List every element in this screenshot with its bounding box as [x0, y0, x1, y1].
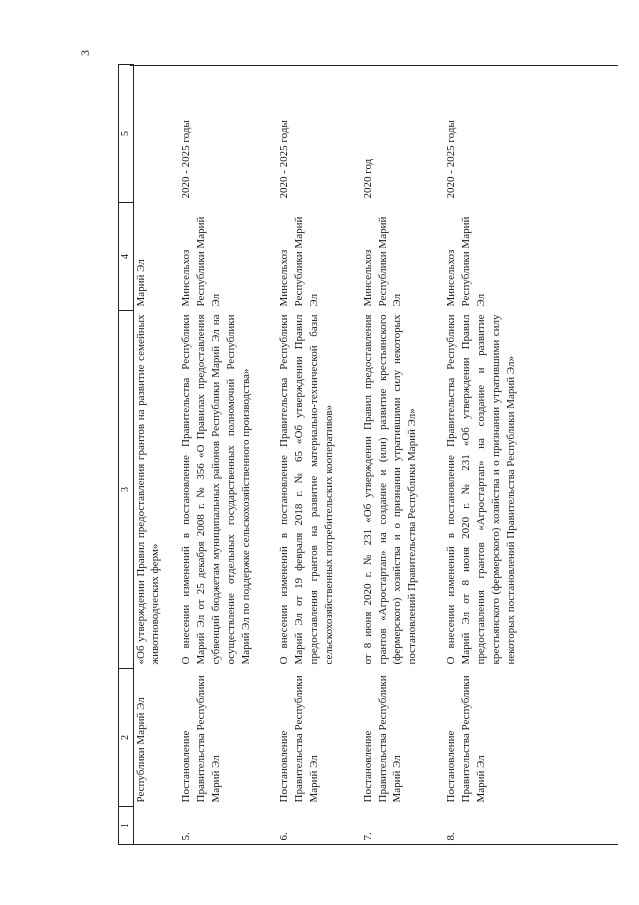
responsible-executor: Минсельхоз Республики Марий Эл — [180, 216, 222, 307]
column-header-1: 1 — [119, 807, 134, 845]
row-number — [133, 807, 169, 845]
implementation-period: 2020 - 2025 годы — [445, 120, 458, 199]
implementation-period: 2020 - 2025 годы — [278, 120, 291, 199]
table-row — [169, 65, 267, 845]
header-row — [119, 65, 134, 845]
table-row — [351, 65, 434, 845]
document-type: Постановление Правительства Республики Марий Эл — [361, 675, 404, 803]
page-number: 3 — [78, 50, 92, 56]
implementation-period: 2020 год — [361, 158, 374, 199]
column-header-3: 3 — [119, 311, 134, 669]
table-left-border — [130, 844, 618, 845]
document-type: Постановление Правительства Республики Марий Эл — [180, 675, 222, 803]
row-number: 5. — [180, 832, 193, 841]
row-number: 8. — [445, 832, 458, 841]
document-type: Постановление Правительства Республики Марий Эл — [445, 675, 487, 803]
measure-description: О внесении изменений в постановление Правительства Республики Марий Эл от 19 февраля 2018 г. № 65 «Об утверждении Правил предоставления грантов на развитие материально-технической базы сельскохозяйственных потребительских кооперативов» — [278, 314, 335, 665]
measures-table — [118, 64, 532, 845]
column-header-4: 4 — [119, 203, 134, 311]
responsible-executor: Марий Эл — [134, 259, 147, 307]
column-header-2: 2 — [119, 669, 134, 807]
measure-description: от 8 июня 2020 г. № 231 «Об утверждении Правил предоставления грантов «Агростартап» на создание и (или) развитие крестьянского (фермерского) хозяйства и о признании утратившими силу некоторых постановлений Правительства Республики Марий Эл» — [361, 314, 419, 665]
table-right-border — [130, 65, 618, 66]
document-type: Постановление Правительства Республики Марий Эл — [278, 675, 321, 803]
table-row — [434, 65, 532, 845]
responsible-executor: Минсельхоз Республики Марий Эл — [445, 216, 487, 307]
row-number: 7. — [361, 832, 374, 841]
table-row — [267, 65, 350, 845]
table-row-continuation — [133, 65, 169, 845]
implementation-period — [133, 65, 169, 203]
responsible-executor: Минсельхоз Республики Марий Эл — [278, 216, 321, 307]
document-type: Республики Марий Эл — [134, 697, 147, 803]
implementation-period: 2020 - 2025 годы — [180, 120, 193, 199]
measure-description: О внесении изменений в постановление Правительства Республики Марий Эл от 25 декабря 2008 г. № 356 «О Правилах предоставления субвенций бюджетам муниципальных районов Республики Марий Эл на осуществление отдельных государственных полномочий Республики Марий Эл по поддержке сельскохозяйственного производства» — [180, 314, 252, 665]
column-header-5: 5 — [119, 65, 134, 203]
rotated-table-frame — [118, 65, 618, 845]
row-number: 6. — [278, 832, 291, 841]
measure-description: О внесении изменений в постановление Правительства Республики Марий Эл от 8 июня 2020 г. № 231 «Об утверждении Правил предоставления грантов «Агростартап» на создание и развитие крестьянского (фермерского) хозяйства и о признании утратившими силу некоторых постановлений Правительства Республики Марий Эл» — [445, 314, 517, 665]
measure-description: «Об утверждении Правил предоставления грантов на развитие семейных животноводческих ферм» — [134, 314, 162, 665]
responsible-executor: Минсельхоз Республики Марий Эл — [361, 216, 404, 307]
